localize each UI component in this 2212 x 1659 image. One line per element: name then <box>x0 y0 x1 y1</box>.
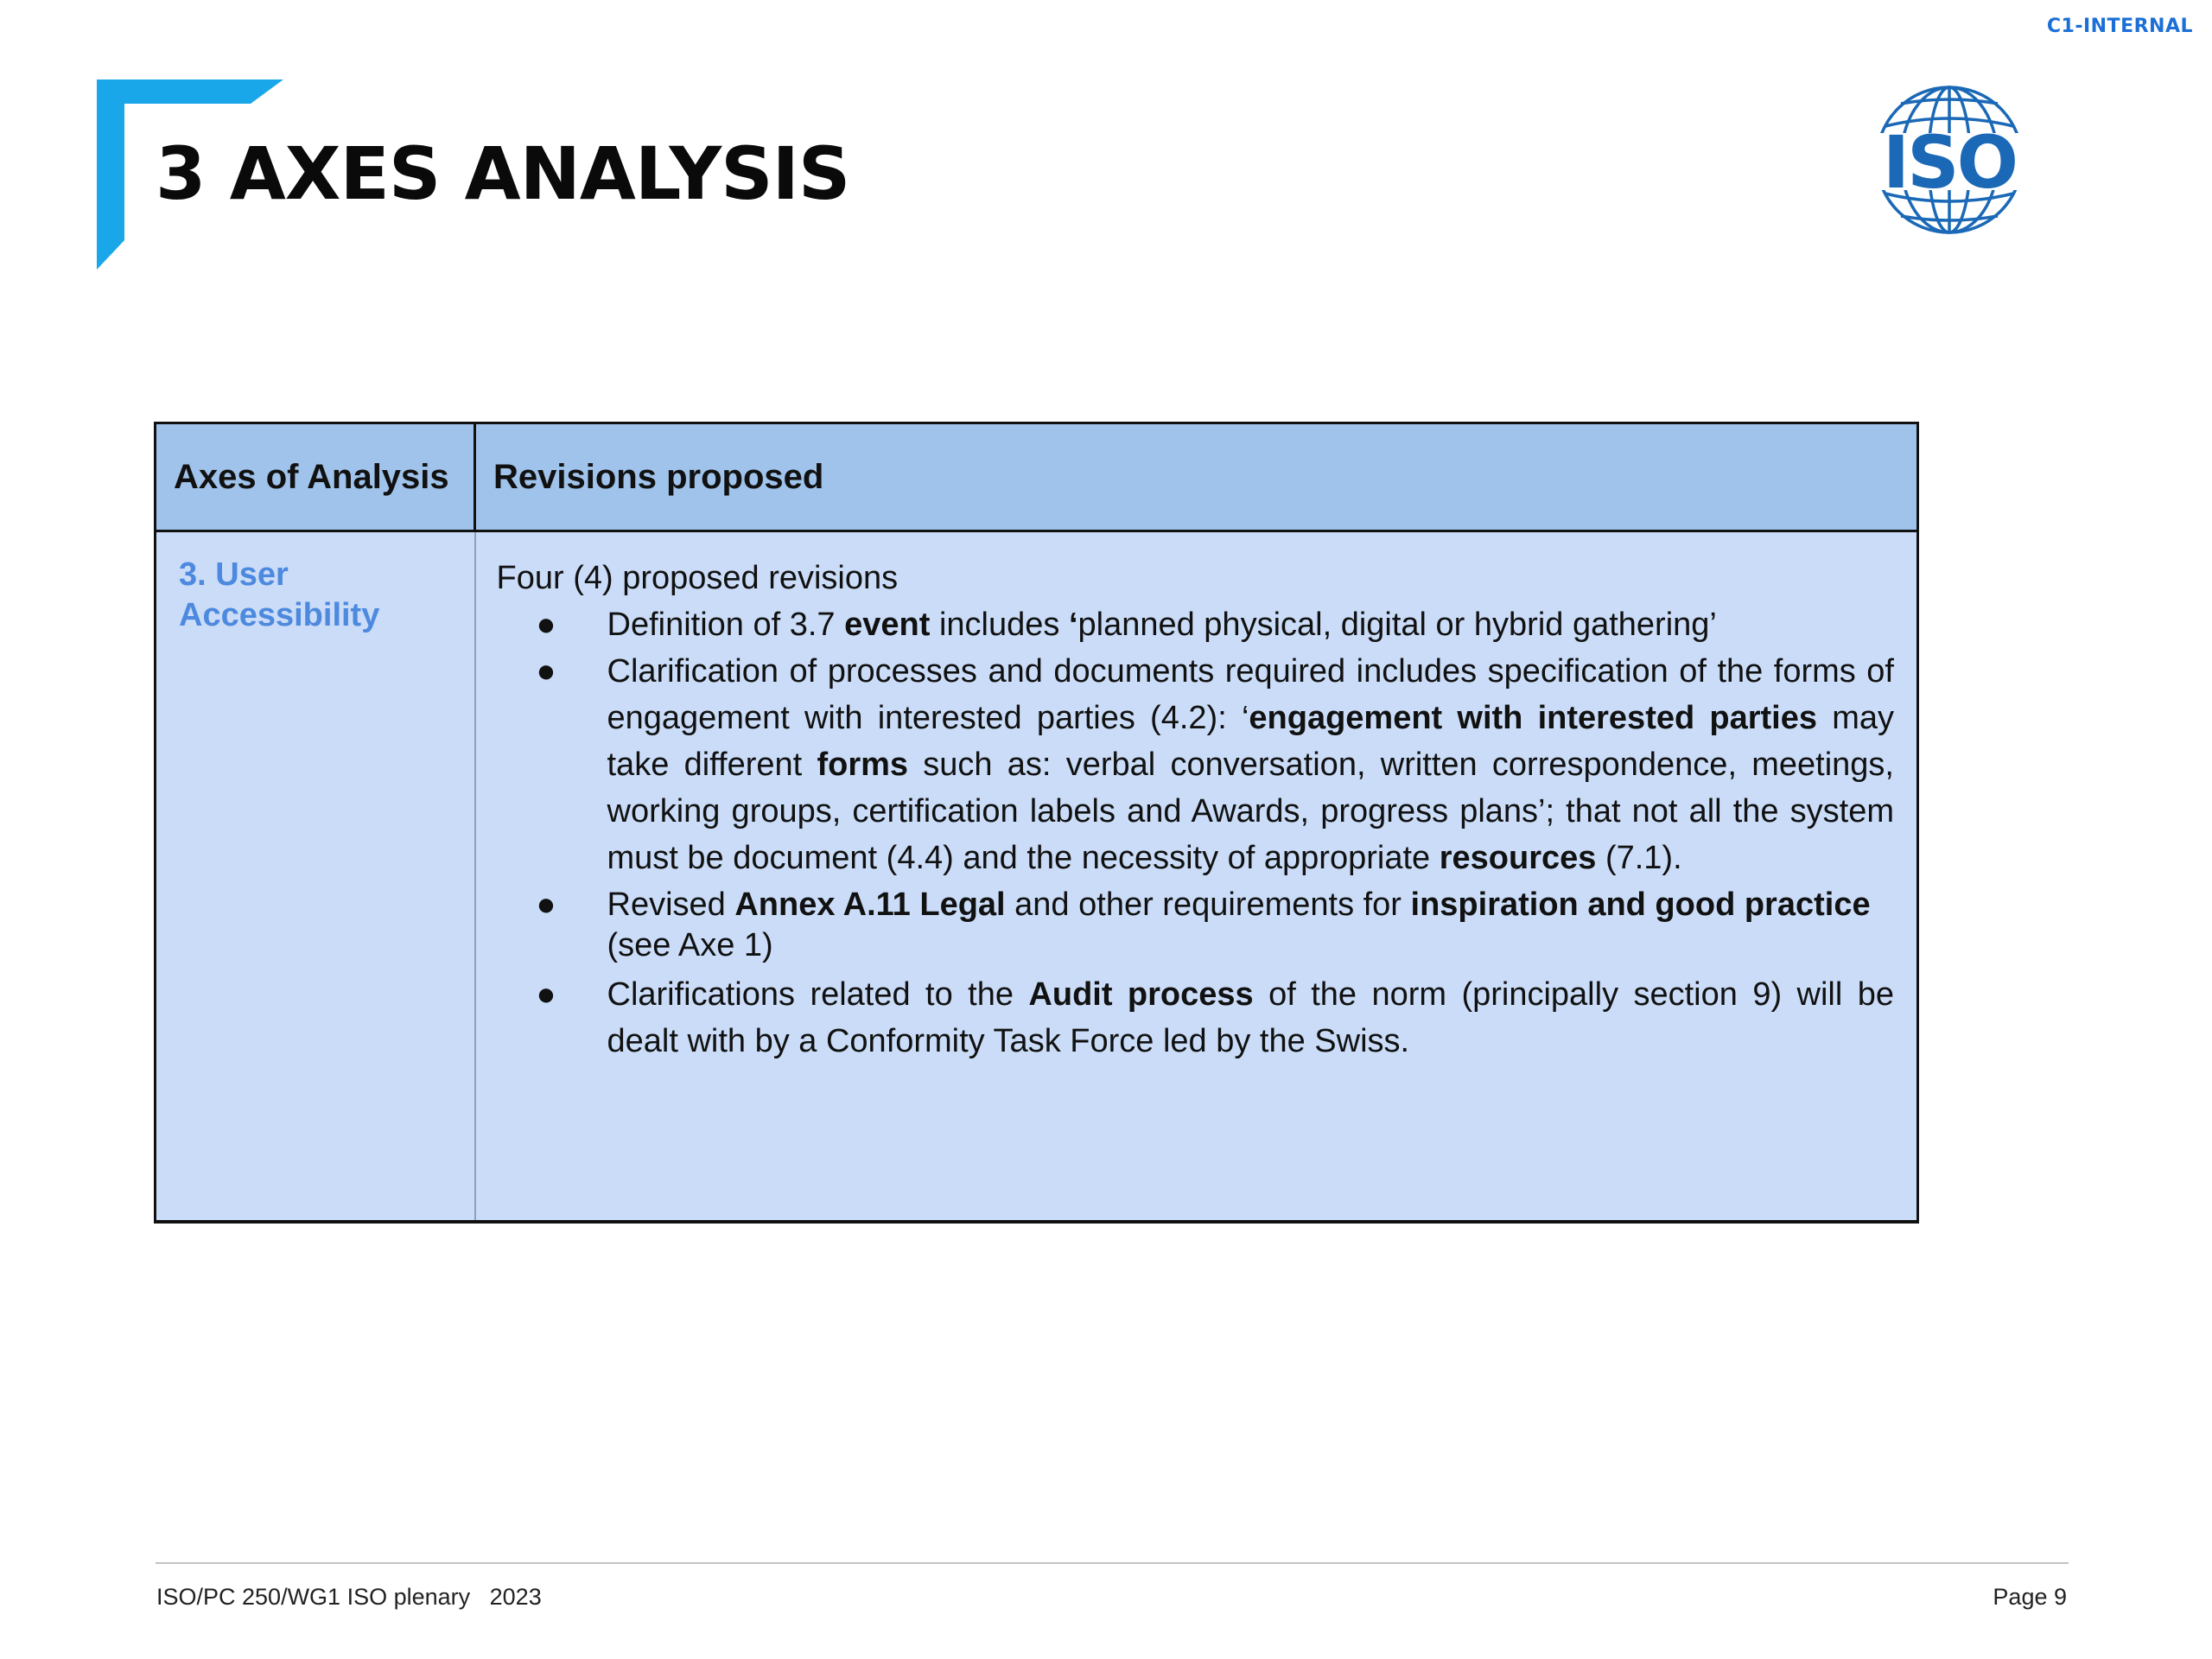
table-header-row <box>156 423 1918 531</box>
footer-left-text: ISO/PC 250/WG1 ISO plenary 2023 <box>156 1584 542 1610</box>
revision-text <box>607 653 1895 876</box>
classification-label: C1-INTERNAL <box>2046 16 2193 37</box>
text-run: Clarification of processes and documents required includes specification of the forms of engagement with interested parties (4.2): ‘ <box>607 653 1894 736</box>
revision-item <box>497 648 1895 881</box>
bold-text-run: inspiration and good practice <box>1410 887 1871 923</box>
text-run: Definition of 3.7 <box>607 607 845 643</box>
header-revisions-proposed: Revisions proposed <box>475 423 1918 531</box>
text-run: Clarifications related to the <box>607 976 1029 1013</box>
text-run: of the norm (principally section 9) will be dealt with by a Conformity Task Force led by the Swiss. <box>607 976 1894 1059</box>
text-run: (see Axe 1) <box>607 927 773 963</box>
revision-item <box>497 885 1895 966</box>
bullet-icon: ● <box>536 653 556 690</box>
axes-table <box>154 422 1919 1224</box>
revision-text <box>607 607 1717 643</box>
revisions-cell <box>475 531 1918 1223</box>
footer-divider <box>156 1562 2069 1564</box>
slide-title: 3 AXES ANALYSIS <box>156 131 850 216</box>
text-run: such as: verbal conversation, written correspondence, meetings, working groups, certification labels and Awards, progress plans’; that not all the system must be document (4.4) and the necessity of appropriate <box>607 747 1894 876</box>
text-run: (7.1). <box>1596 840 1682 876</box>
revision-item <box>497 971 1895 1065</box>
revisions-list <box>497 601 1895 1065</box>
bold-text-run: ‘ <box>1068 607 1078 643</box>
table-row <box>156 531 1918 1223</box>
revision-text <box>607 887 1871 963</box>
revision-item <box>497 601 1895 648</box>
page-number: Page 9 <box>1993 1584 2067 1610</box>
bold-text-run: engagement with interested parties <box>1249 700 1817 736</box>
revisions-intro: Four (4) proposed revisions <box>496 560 899 596</box>
text-run: may take different <box>607 700 1894 783</box>
logo-text: ISO <box>1882 120 2017 205</box>
iso-logo <box>1858 85 2041 236</box>
bullet-icon: ● <box>536 887 556 923</box>
bold-text-run: event <box>844 607 931 643</box>
axis-label: 3. User Accessibility <box>179 556 380 633</box>
revision-text <box>607 976 1895 1059</box>
bold-text-run: forms <box>817 747 909 783</box>
text-run: planned physical, digital or hybrid gathering’ <box>1077 607 1717 643</box>
header-axes-of-analysis: Axes of Analysis <box>156 423 475 531</box>
bullet-icon: ● <box>536 976 556 1013</box>
text-run: includes <box>930 607 1069 643</box>
bold-text-run: Audit process <box>1028 976 1254 1013</box>
text-run: Revised <box>607 887 735 923</box>
axis-cell <box>156 531 475 1223</box>
bold-text-run: Annex A.11 Legal <box>734 887 1006 923</box>
bullet-icon: ● <box>536 607 556 643</box>
text-run: and other requirements for <box>1005 887 1411 923</box>
bold-text-run: resources <box>1439 840 1597 876</box>
